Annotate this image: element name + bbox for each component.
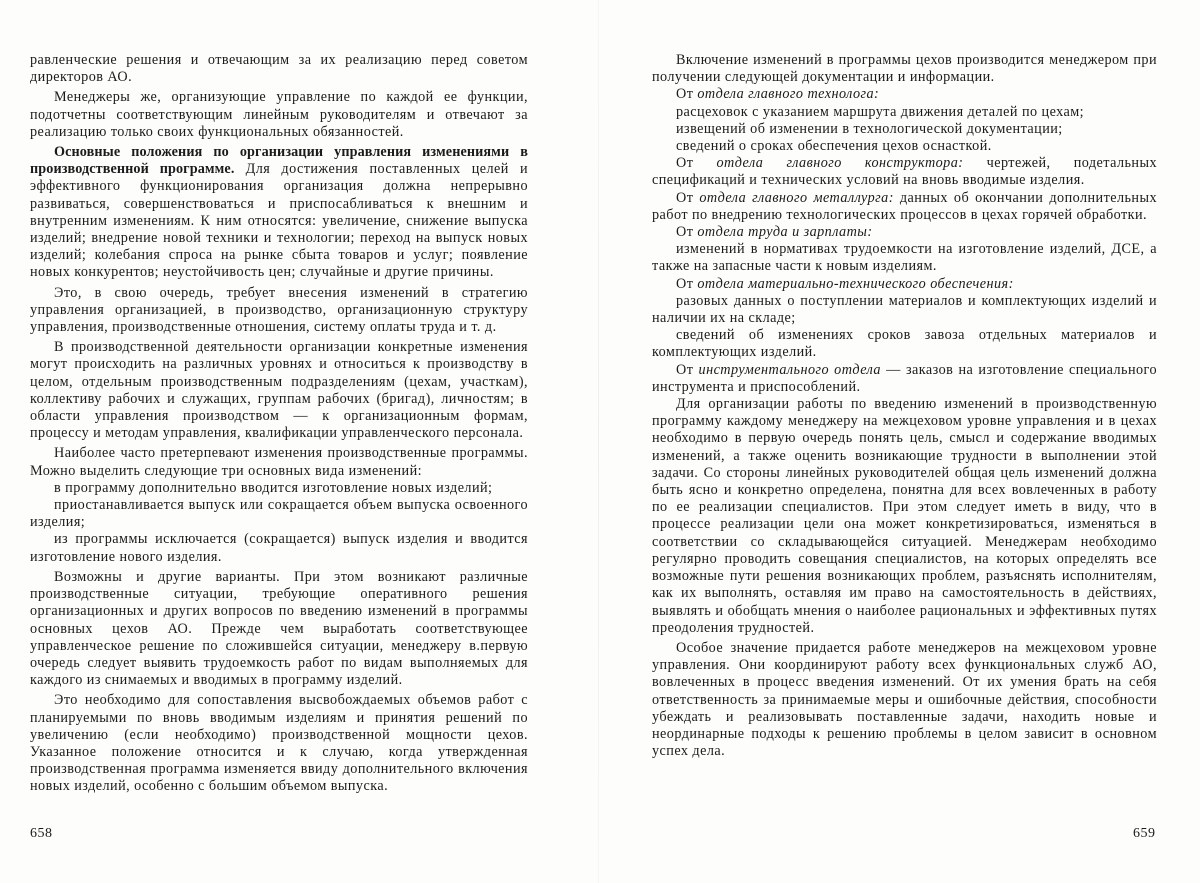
paragraph: В производственной деятельности организации конкретные изменения могут происходить на различных уровнях и относиться к производству в целом, отдельным производственным подразделениям (цехам, участкам), коллективу рабочих и служащих, группам рабочих (бригад), личностям; в области управления производством — к организационным формам, процессу и методам управления, квалификации управленческого персонала. [30, 339, 528, 442]
source-heading [652, 276, 1157, 293]
from-label: От [676, 361, 694, 378]
paragraph-text: — заказов на изготовление специального инструмента и приспособлений. [652, 361, 1158, 395]
paragraph: Менеджеры же, организующие управление по каждой ее функции, подотчетны соответствующим линейным руководителям и отвечают за реализацию только своих функциональных обязанностей. [30, 89, 528, 140]
list-item: в программу дополнительно вводится изготовление новых изделий; [54, 479, 493, 496]
from-label: От [676, 155, 694, 172]
source-department: отдела главного конструктора: [716, 155, 964, 172]
list-item: из программы исключается (сокращается) выпуск изделия и вводится изготовление нового изделия. [30, 531, 528, 565]
list-item: разовых данных о поступлении материалов и комплектующих изделий и наличии их на складе; [652, 292, 1157, 327]
paragraph: Это, в свою очередь, требует внесения изменений в стратегию управления организацией, в производство, организационную структуру управления, производственные отношения, систему оплаты труда и т. д. [30, 284, 528, 336]
paragraph: Для организации работы по введению изменений в производственную программу каждому менеджеру на межцеховом уровне управления и в цехах необходимо в первую очередь понять цель, смысл и содержание вводимых изменений, а также оценить возникающие трудности в выполнении этой задачи. Со стороны линейных руководителей общая цель изменений должна быть ясно и конкретно определена, понятна для всех вовлеченных в работу по ее реализации специалистов. При этом следует иметь в виду, что в процессе реализации цели она может конкретизироваться, изменяться в соответствии со складывающейся ситуацией. Менеджерам необходимо регулярно проводить совещания специалистов, на которых определять все возможные пути решения возникающих проблем, разъяснять исполнителям, как их выполнять, оставляя им право на самостоятельность в действиях, выявлять и обобщать мнения о наиболее рациональных и эффективных путях преодоления трудностей. [652, 396, 1157, 636]
paragraph: Это необходимо для сопоставления высвобождаемых объемов работ с планируемыми по вновь вводимым изделиям и принятия решений по увеличению (если необходимо) производственной мощности цехов. Указанное положение относится и к случаю, когда утвержденная производственная программа изменяется ввиду дополнительного включения новых изделий, особенно с большим объемом выпуска. [30, 692, 528, 795]
source-department: отдела труда и зарплаты: [697, 224, 873, 241]
from-label: От [676, 224, 694, 241]
page-number: 659 [1133, 826, 1156, 841]
paragraph: Включение изменений в программы цехов производится менеджером при получении следующей документации и информации. [652, 52, 1157, 86]
page-fold [598, 0, 599, 883]
source-department: отдела главного технолога: [697, 86, 880, 103]
source-department: инструментального отдела [698, 361, 881, 378]
from-label: От [676, 189, 694, 206]
section-heading: Основные положения по организации управления изменениями в производственной программе. [30, 144, 528, 178]
paragraph: Возможны и другие варианты. При этом возникают различные производственные ситуации, требующие оперативного решения организационных и других вопросов по введению изменений в программы основных цехов АО. Прежде чем выработать соответствующее управленческое решение по сложившейся ситуации, менеджеру в.первую очередь следует выявить трудоемкость работ по видам выполняемых для каждого из снимаемых и вводимых в программу изделий. [30, 568, 528, 689]
right-page [652, 52, 1157, 760]
source-heading [652, 86, 1157, 103]
paragraph: Наиболее часто претерпевают изменения производственные программы. Можно выделить следующие три основных вида изменений: [30, 445, 528, 479]
list-item: изменений в нормативах трудоемкости на изготовление изделий, ДСЕ, а также на запасные части к новым изделиям. [652, 241, 1157, 275]
paragraph: Особое значение придается работе менеджеров на межцеховом уровне управления. Они координируют работу всех функциональных служб АО, вовлеченных в процесс введения изменений. От их умения брать на себя ответственность за принимаемые меры и ошибочные действия, способности убеждать и реализовывать поставленные задачи, находить новые и неординарные подходы к решению проблемы в целом зависит в основном успех дела. [652, 639, 1157, 760]
page-number: 658 [30, 826, 53, 841]
list-item: расцеховок с указанием маршрута движения деталей по цехам; [676, 103, 1085, 120]
list-item: сведений об изменениях сроков завоза отдельных материалов и комплектующих изделий. [652, 327, 1157, 361]
source-heading [652, 224, 1157, 241]
paragraph-text: данных об окончании дополнительных работ по внедрению технологических процессов в цехах горячей обработки. [652, 189, 1158, 223]
source-heading [652, 190, 1157, 224]
source-department: отдела материально-технического обеспечения: [697, 275, 1014, 292]
paragraph [30, 144, 528, 282]
from-label: От [676, 275, 694, 292]
paragraph-text: Для достижения поставленных целей и эффективного функционирования организация должна непрерывно развиваться, совершенствоваться и приспосабливаться к внешним и внутренним изменениям. К ним относятся: увеличение, снижение выпуска изделий; внедрение новой техники и технологии; переход на выпуск новых изделий; колебания спроса на рынке сбыта товаров и услуг; появление новых конкурентов; неустойчивость цен; случайные и другие причины. [30, 161, 528, 281]
from-label: От [676, 86, 694, 103]
list-item: извещений об изменении в технологической документации; [676, 120, 1063, 137]
paragraph: равленческие решения и отвечающим за их реализацию перед советом директоров АО. [30, 52, 528, 86]
source-department: отдела главного металлурга: [699, 189, 894, 206]
list-item: сведений о сроках обеспечения цехов оснасткой. [676, 138, 992, 155]
source-heading [652, 155, 1157, 189]
paragraph-text: чертежей, подетальных спецификаций и технических условий на вновь вводимые изделия. [652, 155, 1158, 189]
source-heading [652, 362, 1157, 396]
list-item: приостанавливается выпуск или сокращается объем выпуска освоенного изделия; [30, 497, 528, 531]
left-page [30, 52, 528, 796]
